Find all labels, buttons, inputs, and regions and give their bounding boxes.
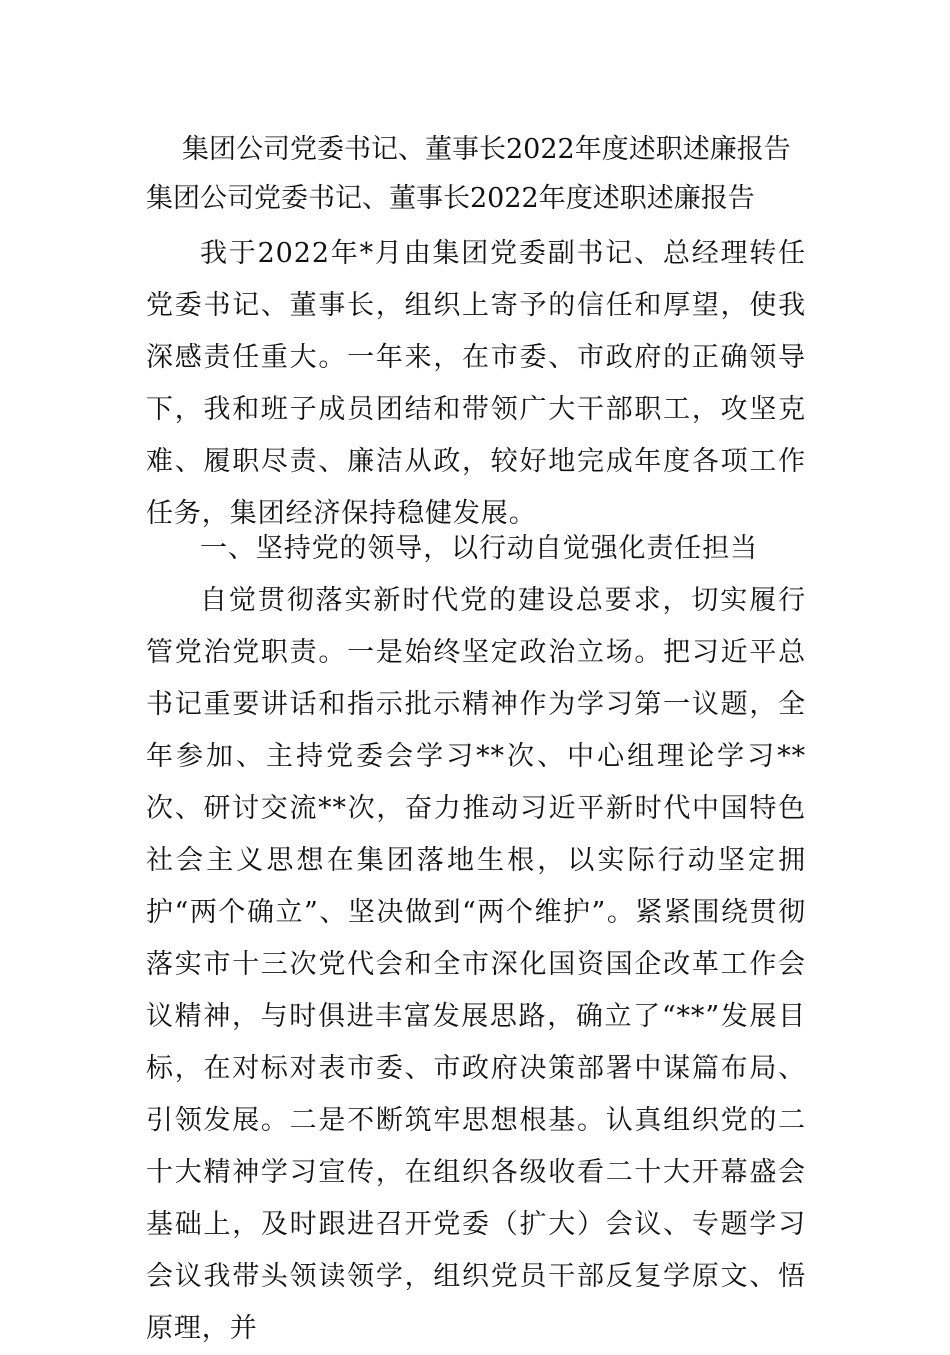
paragraph-section-1: 自觉贯彻落实新时代党的建设总要求，切实履行管党治党职责。一是始终坚定政治立场。把习近平总书记重要讲话和指示批示精神作为学习第一议题，全年参加、主持党委会学习**次、中心组理论学习**次、研讨交流**次，奋力推动习近平新时代中国特色社会主义思想在集团落地生根，以实际行动坚定拥护“两个确立”、坚决做到“两个维护”。紧紧围绕贯彻落实市十三次党代会和全市深化国资国企改革工作会议精神，与时俱进丰富发展思路，确立了“**”发展目标，在对标对表市委、市政府决策部署中谋篇布局、引领发展。二是不断筑牢思想根基。认真组织党的二十大精神学习宣传，在组织各级收看二十大开幕盛会基础上，及时跟进召开党委（扩大）会议、专题学习会议我带头领读领学，组织党员干部反复学原文、悟原理，并 bbox=[146, 585, 806, 1344]
paragraph-intro: 我于2022年*月由集团党委副书记、总经理转任党委书记、董事长，组织上寄予的信任和厚望，使我深感责任重大。一年来，在市委、市政府的正确领导下，我和班子成员团结和带领广大干部职工，攻坚克难、履职尽责、廉洁从政，较好地完成年度各项工作任务，集团经济保持稳健发展。 bbox=[146, 238, 806, 529]
document-title: 集团公司党委书记、董事长2022年度述职述廉报告 bbox=[182, 134, 791, 165]
section-heading-1: 一、坚持党的领导，以行动自觉强化责任担当 bbox=[200, 533, 758, 564]
document-title-repeat: 集团公司党委书记、董事长2022年度述职述廉报告 bbox=[146, 183, 755, 214]
